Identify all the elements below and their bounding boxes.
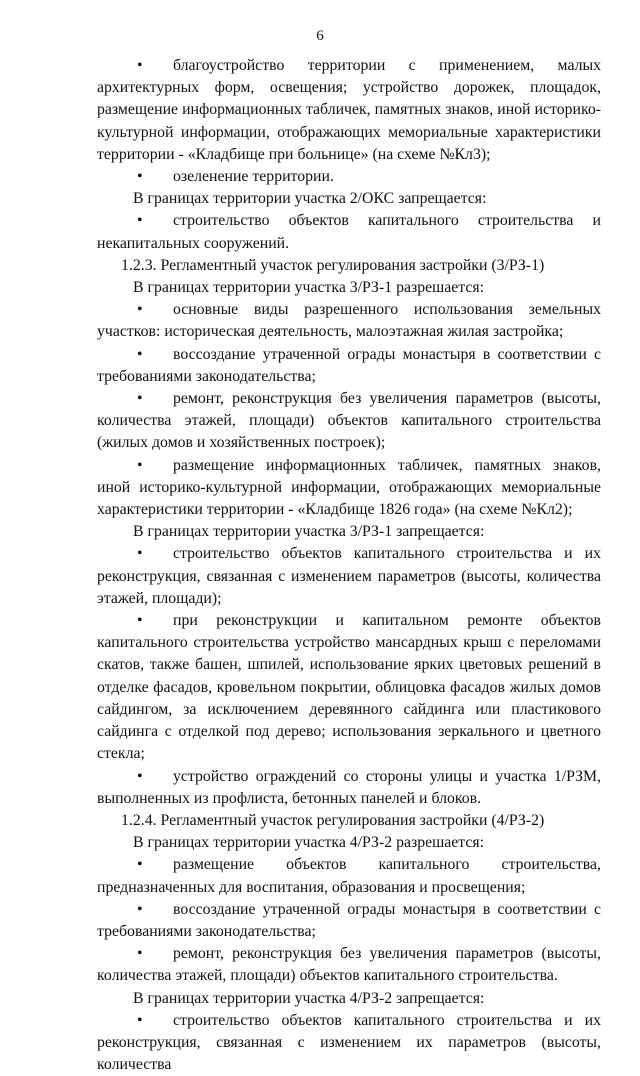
bullet-marker: • [137, 612, 143, 630]
bullet-text: при реконструкции и капитальном ремонте объектов капитального строительства устройство мансардных крыш с переломами скатов, также башен, шпилей, использование ярких цветовых решений в отделке фасадов, кровельном покрытии, облицовка фасадов жилых домов сайдингом, за исключением деревянного сайдинга или пластикового сайдинга с отделкой под дерево; использования зеркального и цветного стекла; [97, 612, 601, 763]
bullet-item [97, 166, 601, 188]
page-number: 6 [316, 28, 324, 44]
bullet-marker: • [137, 168, 143, 186]
bullet-text: воссоздание утраченной ограды монастыря в соответствии с требованиями законодательства; [97, 345, 601, 385]
bullet-text: основные виды разрешенного использования земельных участков: историческая деятельность, малоэтажная жилая застройка; [97, 301, 601, 341]
bullet-marker: • [137, 301, 143, 319]
bullet-text: строительство объектов капитального строительства и их реконструкция, связанная с изменением параметров (высоты, количества этажей, площади); [97, 545, 601, 607]
bullet-text: озеленение территории. [173, 168, 334, 186]
bullet-marker: • [137, 900, 143, 918]
bullet-item [97, 1010, 601, 1076]
bullet-marker: • [137, 767, 143, 785]
bullet-text: строительство объектов капитального строительства и их реконструкция, связанная с изменением их параметров (высоты, количества [97, 1011, 601, 1074]
bullet-item [97, 543, 601, 610]
paragraph: В границах территории участка 4/РЗ-2 запрещается: [133, 989, 485, 1007]
section-heading: 1.2.4. Регламентный участок регулирования застройки (4/РЗ-2) [121, 811, 545, 829]
bullet-text: строительство объектов капитального строительства и некапитальных сооружений. [97, 212, 601, 252]
bullet-marker: • [137, 1011, 143, 1029]
bullet-text: воссоздание утраченной ограды монастыря в соответствии с требованиями законодательства; [97, 900, 601, 940]
bullet-text: размещение информационных табличек, памятных знаков, иной историко-культурной информации, отображающих мемориальные характеристики территории - «Кладбище 1826 года» (на схеме №Кл2); [97, 456, 601, 519]
bullet-marker: • [137, 390, 143, 408]
bullet-item [97, 899, 601, 943]
paragraph: В границах территории участка 4/РЗ-2 разрешается: [133, 834, 485, 852]
bullet-item [97, 55, 601, 166]
bullet-text: благоустройство территории с применением, малых архитектурных форм, освещения; устройство дорожек, площадок, размещение информационных табличек, памятных знаков, иной историко-культурной информации, отображающих мемориальные характеристики территории - «Кладбище при больнице» (на схеме №Кл3); [97, 57, 601, 163]
bullet-text: ремонт, реконструкция без увеличения параметров (высоты, количества этажей, площади) объектов капитального строительства. [97, 945, 601, 985]
paragraph: В границах территории участка 3/РЗ-1 запрещается: [133, 523, 485, 541]
bullet-marker: • [137, 212, 143, 230]
paragraph: В границах территории участка 3/РЗ-1 разрешается: [133, 279, 485, 297]
bullet-item [97, 299, 601, 343]
bullet-marker: • [137, 345, 143, 363]
bullet-item [97, 344, 601, 388]
bullet-text: ремонт, реконструкция без увеличения параметров (высоты, количества этажей, площади) объектов капитального строительства (жилых домов и хозяйственных построек); [97, 390, 601, 452]
bullet-marker: • [137, 545, 143, 563]
bullet-marker: • [137, 57, 143, 74]
section-heading: 1.2.3. Регламентный участок регулирования застройки (3/РЗ-1) [121, 256, 545, 274]
bullet-item [97, 610, 601, 765]
bullet-text: устройство ограждений со стороны улицы и участка 1/РЗМ, выполненных из профлиста, бетонных панелей и блоков. [97, 767, 601, 807]
bullet-item [97, 210, 601, 254]
paragraph: В границах территории участка 2/ОКС запрещается: [133, 190, 487, 208]
bullet-marker: • [137, 945, 143, 963]
bullet-item [97, 943, 601, 987]
document-body [97, 55, 601, 1076]
bullet-marker: • [137, 456, 143, 474]
bullet-item [97, 854, 601, 898]
bullet-item [97, 455, 601, 522]
bullet-text: размещение объектов капитального строительства, предназначенных для воспитания, образования и просвещения; [97, 856, 601, 896]
bullet-marker: • [137, 856, 143, 874]
bullet-item [97, 766, 601, 810]
bullet-item [97, 388, 601, 455]
